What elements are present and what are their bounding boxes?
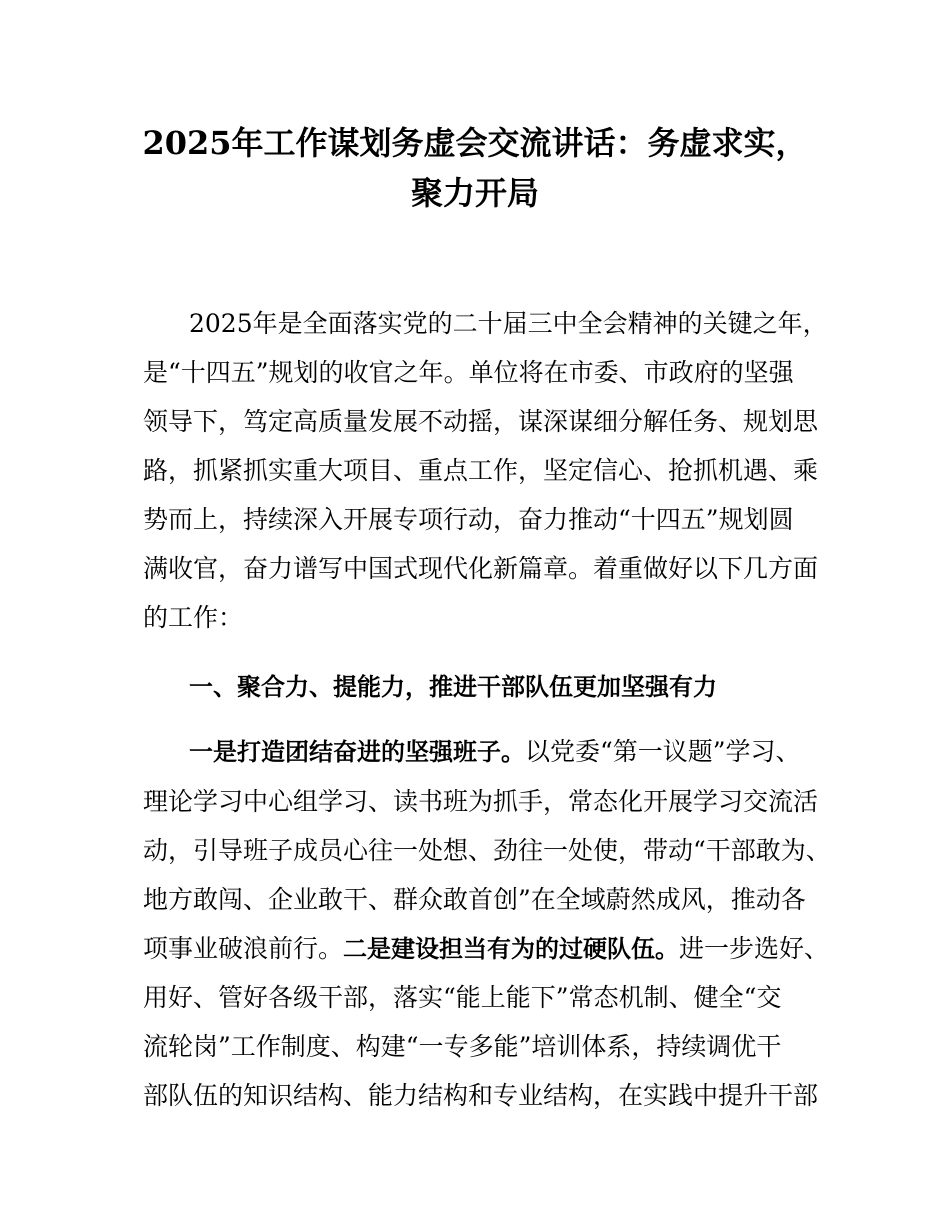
para2-line-5 (143, 934, 829, 964)
para2-line-3: 动，引导班子成员心往一处想、劲往一处使，带动“干部敢为、 (143, 836, 831, 865)
title-line-1: 2025年工作谋划务虚会交流讲话：务虚求实， (142, 124, 808, 162)
intro-line-1: 2025年是全面落实党的二十届三中全会精神的关键之年， (189, 309, 828, 338)
para2-line-5-rest: 进一步选好、 (679, 934, 830, 963)
para2-line-7: 流轮岗”工作制度、构建“一专多能”培训体系，持续调优干 (143, 1032, 782, 1061)
para2-line-1-rest: 以党委“第一议题”学习、 (525, 737, 801, 766)
bold-lead-1: 一是打造团结奋进的坚强班子。 (189, 738, 525, 766)
para2-line-5-start: 项事业破浪前行。 (143, 934, 344, 963)
para2-line-8: 部队伍的知识结构、能力结构和专业结构，在实践中提升干部 (143, 1081, 819, 1110)
section-heading-1: 一、聚合力、提能力，推进干部队伍更加坚强有力 (189, 673, 717, 701)
para2-line-2: 理论学习中心组学习、读书班为抓手，常态化开展学习交流活 (143, 787, 819, 816)
title-line-2: 聚力开局 (410, 174, 539, 212)
intro-line-4: 路，抓紧抓实重大项目、重点工作，坚定信心、抢抓机遇、乘 (143, 456, 819, 485)
intro-line-5: 势而上，持续深入开展专项行动，奋力推动“十四五”规划圆 (143, 505, 794, 534)
para2-line-4: 地方敢闯、企业敢干、群众敢首创”在全域蔚然成风，推动各 (143, 885, 806, 914)
bold-lead-2: 二是建设担当有为的过硬队伍。 (343, 935, 680, 963)
para2-line-6: 用好、管好各级干部，落实“能上能下”常态机制、健全“交 (143, 983, 782, 1012)
para2-line-1 (189, 737, 801, 767)
intro-line-7: 的工作： (143, 603, 244, 632)
intro-line-6: 满收官，奋力谱写中国式现代化新篇章。着重做好以下几方面 (143, 554, 819, 583)
document-title (130, 118, 820, 218)
intro-line-3: 领导下，笃定高质量发展不动摇，谋深谋细分解任务、规划思 (143, 407, 819, 436)
intro-line-2: 是“十四五”规划的收官之年。单位将在市委、市政府的坚强 (143, 358, 794, 387)
